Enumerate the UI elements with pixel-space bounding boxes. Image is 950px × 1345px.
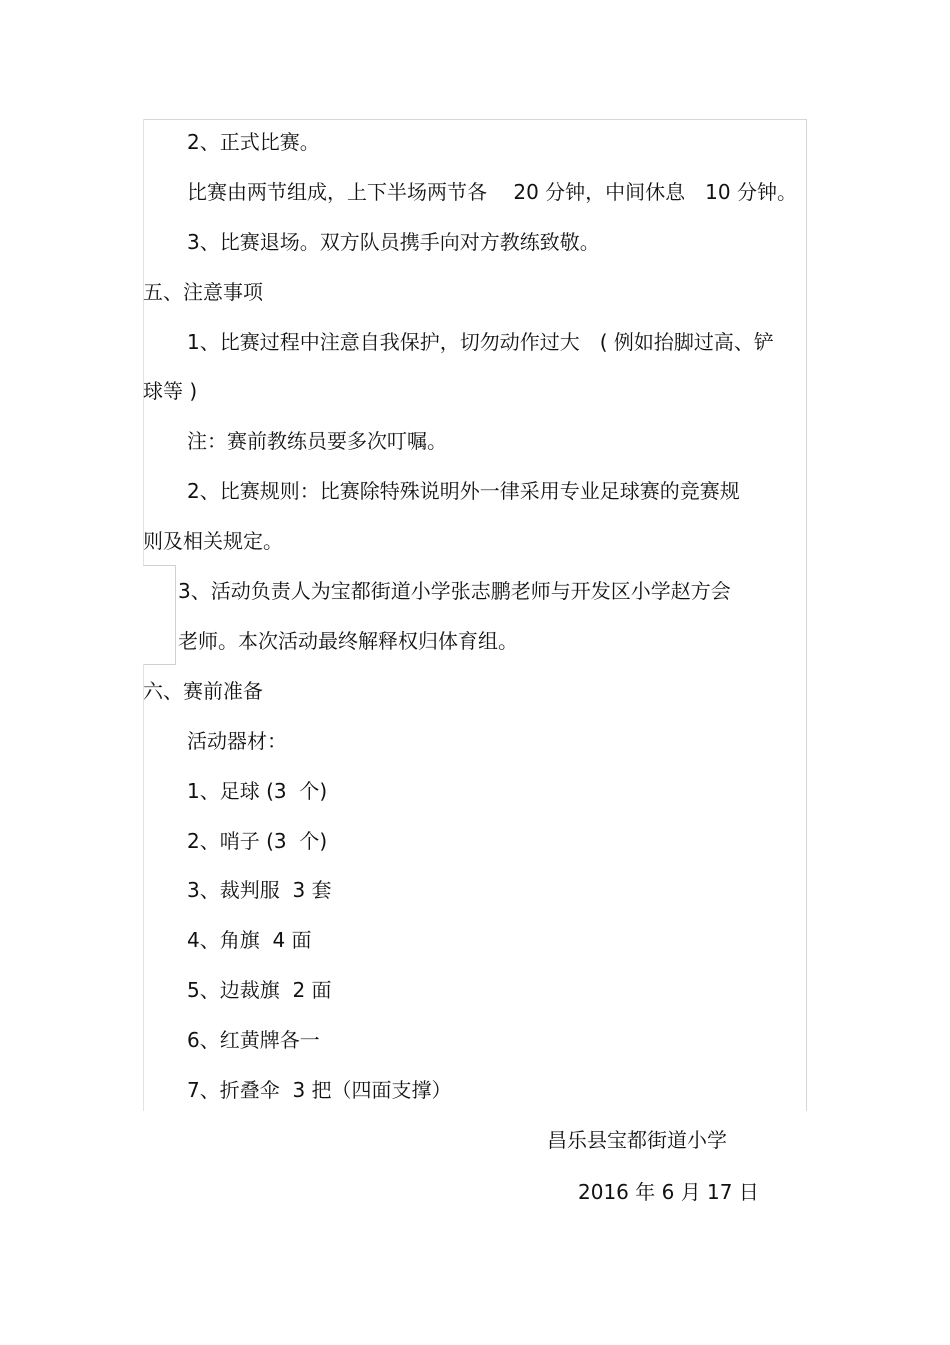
text-line: 1、比赛过程中注意自我保护，切勿动作过大 ( 例如抬脚过高、铲 — [187, 330, 774, 354]
text-line: 2、比赛规则：比赛除特殊说明外一律采用专业足球赛的竞赛规 — [187, 479, 740, 503]
text-line: 3、活动负责人为宝都街道小学张志鹏老师与开发区小学赵方会 — [178, 579, 731, 603]
list-item: 3、裁判服 3 套 — [187, 878, 332, 902]
content-frame-left-upper — [143, 119, 144, 565]
text-line: 则及相关规定。 — [143, 529, 283, 553]
text-line: 活动器材： — [187, 729, 287, 753]
list-item: 1、足球 (3 个) — [187, 779, 328, 803]
text-line: 球等 ) — [143, 379, 198, 403]
list-item: 5、边裁旗 2 面 — [187, 978, 332, 1002]
text-line: 老师。本次活动最终解释权归体育组。 — [178, 629, 518, 653]
text-line: 2、正式比赛。 — [187, 130, 320, 154]
list-item: 7、折叠伞 3 把（四面支撑） — [187, 1078, 452, 1102]
signature-organization: 昌乐县宝都街道小学 — [547, 1128, 727, 1152]
list-item: 2、哨子 (3 个) — [187, 829, 328, 853]
section-heading: 五、注意事项 — [143, 280, 263, 304]
text-line: 注：赛前教练员要多次叮嘱。 — [187, 429, 447, 453]
content-frame-top — [143, 119, 807, 120]
list-item: 4、角旗 4 面 — [187, 928, 312, 952]
content-frame-right — [806, 119, 807, 1111]
list-item: 6、红黄牌各一 — [187, 1028, 320, 1052]
inset-frame — [143, 565, 176, 665]
signature-date: 2016 年 6 月 17 日 — [578, 1180, 759, 1204]
text-line: 3、比赛退场。双方队员携手向对方教练致敬。 — [187, 230, 600, 254]
text-line: 比赛由两节组成，上下半场两节各 20 分钟，中间休息 10 分钟。 — [187, 180, 797, 204]
content-frame-left-lower — [143, 664, 144, 1111]
section-heading: 六、赛前准备 — [143, 679, 263, 703]
